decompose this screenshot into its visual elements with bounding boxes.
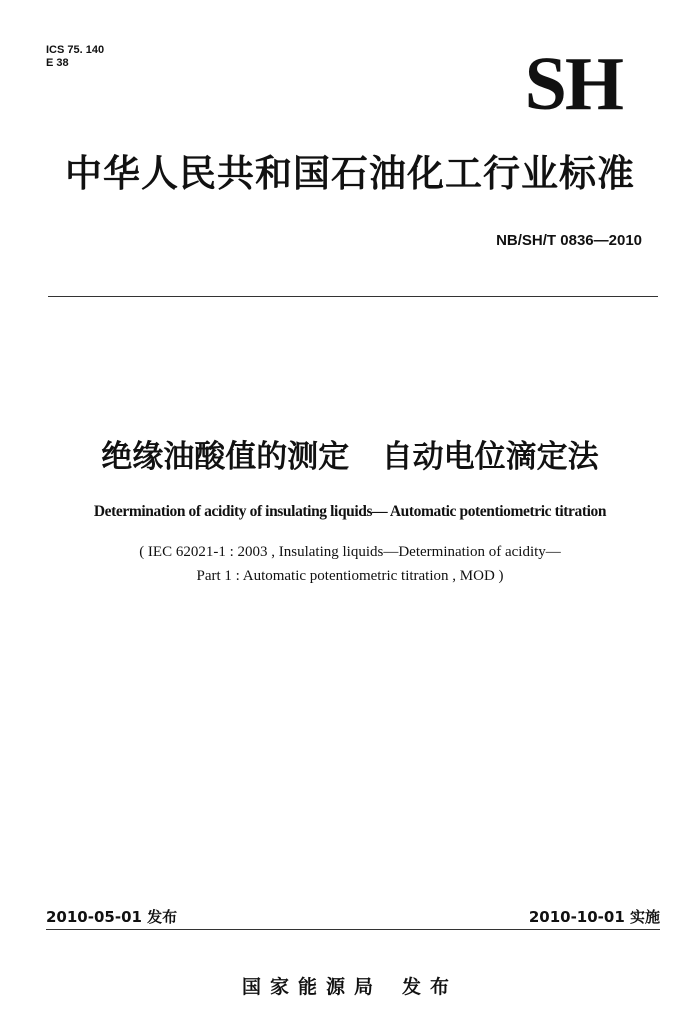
classification-codes <box>46 44 104 70</box>
bottom-divider <box>46 929 660 930</box>
top-divider <box>48 296 658 297</box>
document-title-zh: 绝缘油酸值的测定 自动电位滴定法 <box>101 439 599 475</box>
effective-date: 2010-10-01 实施 <box>528 908 660 926</box>
sh-logo: SH <box>524 42 622 126</box>
adoption-line-1: ( IEC 62021-1 : 2003 , Insulating liquids—Determination of acidity— <box>139 544 561 560</box>
ics-code: ICS 75. 140 <box>46 44 105 56</box>
category-code: E 38 <box>46 57 69 69</box>
publisher-line <box>0 972 700 999</box>
publisher-action: 发布 <box>402 976 459 998</box>
adoption-note <box>0 540 700 588</box>
issue-date: 2010-05-01 发布 <box>46 908 178 926</box>
adoption-line-2: Part 1 : Automatic potentiometric titration , MOD ) <box>196 568 504 584</box>
document-title-en: Determination of acidity of insulating liquids— Automatic potentiometric titration <box>93 503 607 520</box>
standard-title: 中华人民共和国石油化工行业标准 <box>65 152 635 195</box>
standard-number: NB/SH/T 0836—2010 <box>496 232 642 249</box>
publisher-organization: 国家能源局 <box>241 976 382 998</box>
